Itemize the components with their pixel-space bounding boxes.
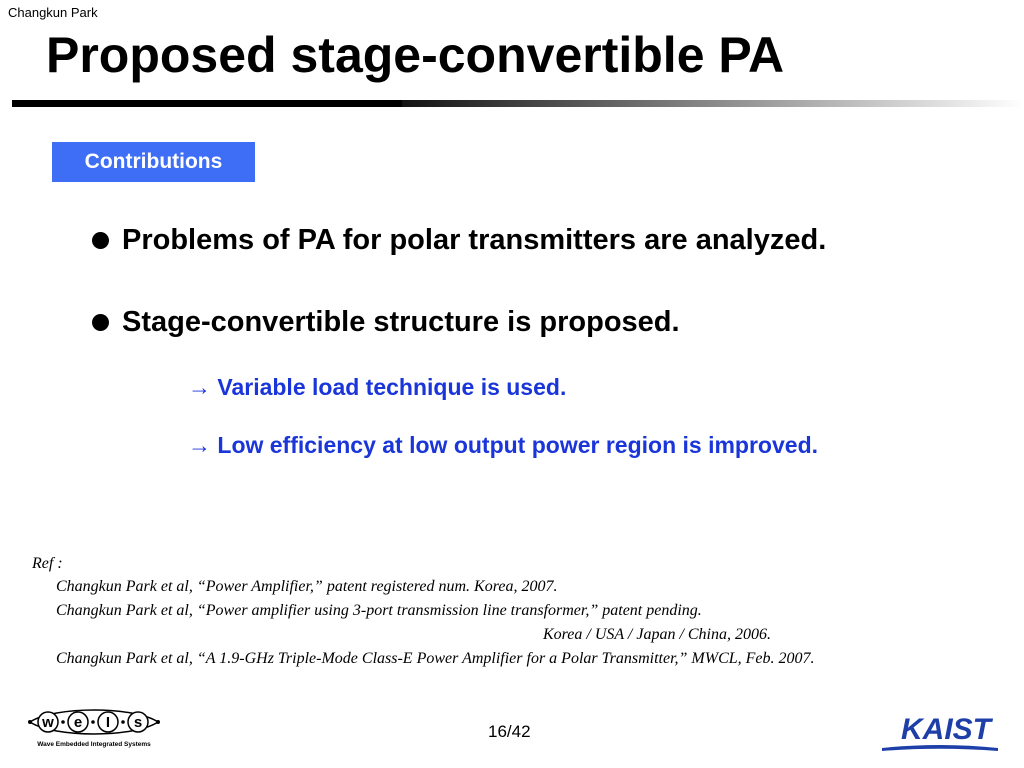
right-arrow-icon: → xyxy=(188,374,211,400)
contributions-label: Contributions xyxy=(84,150,223,173)
sub-point xyxy=(188,432,818,459)
reference-line: Korea / USA / Japan / China, 2006. xyxy=(543,626,771,643)
right-arrow-icon: → xyxy=(188,432,211,458)
reference-line: Changkun Park et al, “Power Amplifier,” patent registered num. Korea, 2007. xyxy=(56,578,558,595)
sub-point xyxy=(188,374,566,401)
page-number: 16/42 xyxy=(488,722,531,741)
weis-tagline: Wave Embedded Integrated Systems xyxy=(37,741,151,748)
references-label: Ref : xyxy=(32,555,63,572)
bullet-item xyxy=(92,306,680,339)
weis-letter: s xyxy=(133,714,143,731)
title-underline xyxy=(12,99,1024,108)
kaist-wordmark: KAIST xyxy=(901,713,991,746)
weis-letter: w xyxy=(42,714,54,731)
sub-point-text: Variable load technique is used. xyxy=(217,374,567,400)
author-name: Changkun Park xyxy=(8,5,98,20)
reference-line: Changkun Park et al, “A 1.9-GHz Triple-Mode Class-E Power Amplifier for a Polar Transmitter,” MWCL, Feb. 2007. xyxy=(56,650,815,667)
weis-letter: I xyxy=(105,714,111,731)
bullet-item xyxy=(92,224,826,257)
kaist-logo xyxy=(880,708,1000,754)
weis-letter: e xyxy=(73,714,83,731)
bullet-text: Problems of PA for polar transmitters are analyzed. xyxy=(122,224,827,256)
weis-logo xyxy=(24,700,164,750)
slide-title: Proposed stage-convertible PA xyxy=(46,27,785,83)
bullet-dot-icon xyxy=(92,232,109,249)
contributions-badge xyxy=(52,142,255,182)
reference-line: Changkun Park et al, “Power amplifier using 3-port transmission line transformer,” patent pending. xyxy=(56,602,702,619)
bullet-dot-icon xyxy=(92,314,109,331)
bullet-text: Stage-convertible structure is proposed. xyxy=(122,306,680,338)
sub-point-text: Low efficiency at low output power region is improved. xyxy=(217,432,819,458)
